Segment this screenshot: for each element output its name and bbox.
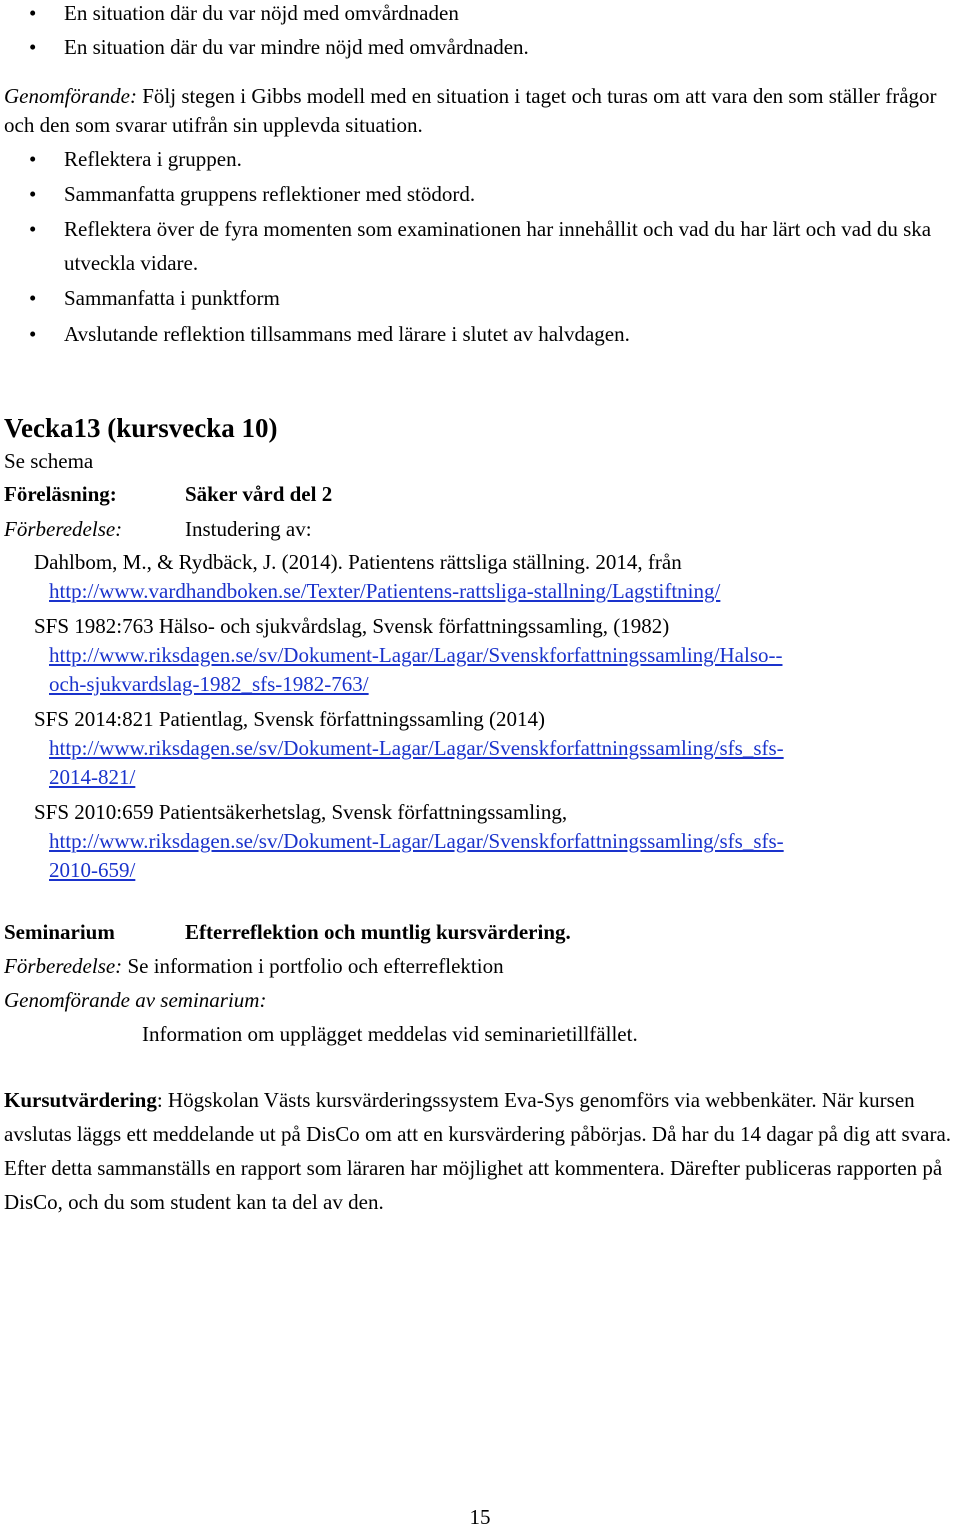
seminar-info: Information om upplägget meddelas vid seminarietillfället. — [142, 1022, 638, 1046]
lecture-row — [4, 476, 960, 512]
reference-link[interactable]: http://www.riksdagen.se/sv/Dokument-Lagar/Lagar/Svenskforfattningssamling/Halso-- — [49, 643, 783, 667]
reference-text: Dahlbom, M., & Rydbäck, J. (2014). Patientens rättsliga ställning. 2014, från — [34, 550, 682, 574]
lecture-label: Föreläsning: — [4, 482, 117, 506]
reference-item — [34, 705, 960, 792]
document-page — [4, 0, 960, 1219]
reference-link[interactable]: http://www.vardhandboken.se/Texter/Patientens-rattsliga-stallning/Lagstiftning/ — [49, 579, 721, 603]
seminar-label: Seminarium — [4, 920, 115, 944]
bullet-list-top — [4, 0, 960, 64]
reference-item — [34, 548, 960, 606]
reference-text: SFS 2010:659 Patientsäkerhetslag, Svensk författningssamling, — [34, 800, 568, 824]
seminar-prep-label: Förberedelse: — [4, 954, 123, 978]
prep-row — [4, 512, 960, 546]
seminar-row — [4, 915, 960, 949]
reference-link-continued[interactable]: 2014-821/ — [49, 765, 136, 789]
genomforande-text: Följ stegen i Gibbs modell med en situation i taget och turas om att vara den som ställer frågor och den som svarar utifrån sin upplevda situation. — [4, 84, 937, 137]
lecture-title: Säker vård del 2 — [185, 482, 333, 506]
seminar-title: Efterreflektion och muntlig kursvärdering. — [185, 920, 571, 944]
list-item: • Sammanfatta i punktform — [4, 280, 960, 316]
reference-link-continued[interactable]: och-sjukvardslag-1982_sfs-1982-763/ — [49, 672, 369, 696]
reference-text: SFS 2014:821 Patientlag, Svensk författningssamling (2014) — [34, 707, 545, 731]
week-heading: Vecka13 (kursvecka 10) — [4, 413, 278, 443]
evaluation-text: : Högskolan Västs kursvärderingssystem Eva-Sys genomförs via webbenkäter. När kursen avslutas läggs ett meddelande ut på DisCo om att en kursvärdering påbörjas. Då har du 14 dagar på dig att svara. Efter detta sammanställs en rapport som läraren har möjlighet att kommentera. Därefter publiceras rapporten på DisCo, och du som student kan ta del av den. — [4, 1088, 952, 1214]
reference-item — [34, 798, 960, 885]
reference-link[interactable]: http://www.riksdagen.se/sv/Dokument-Lagar/Lagar/Svenskforfattningssamling/sfs_sfs- — [49, 829, 784, 853]
seminar-prep-text: Se information i portfolio och efterreflektion — [122, 954, 504, 978]
genomforande-paragraph — [4, 82, 960, 140]
prep-text: Instudering av: — [185, 517, 312, 541]
genomforande-label: Genomförande: — [4, 84, 137, 108]
seminar-genomforande-label: Genomförande av seminarium: — [4, 988, 267, 1012]
reference-text: SFS 1982:763 Hälso- och sjukvårdslag, Svensk författningssamling, (1982) — [34, 614, 670, 638]
list-item: • Reflektera i gruppen. — [4, 142, 960, 176]
reference-link-continued[interactable]: 2010-659/ — [49, 858, 136, 882]
reference-item — [34, 612, 960, 699]
evaluation-paragraph — [4, 1083, 960, 1219]
seminar-prep — [4, 949, 960, 983]
schema-note: Se schema — [4, 449, 94, 473]
list-item: • Reflektera över de fyra momenten som examinationen har innehållit och vad du har lärt och vad du ska utveckla vidare. — [4, 212, 960, 280]
page-number: 15 — [469, 1505, 491, 1529]
bullet-list-mid — [4, 142, 960, 352]
reference-list — [4, 548, 960, 885]
prep-label: Förberedelse: — [4, 517, 123, 541]
evaluation-label: Kursutvärdering — [4, 1088, 157, 1112]
list-item: • En situation där du var nöjd med omvårdnaden — [4, 0, 960, 30]
reference-link[interactable]: http://www.riksdagen.se/sv/Dokument-Lagar/Lagar/Svenskforfattningssamling/sfs_sfs- — [49, 736, 784, 760]
list-item: • Sammanfatta gruppens reflektioner med stödord. — [4, 176, 960, 212]
list-item: • Avslutande reflektion tillsammans med lärare i slutet av halvdagen. — [4, 316, 960, 352]
list-item: • En situation där du var mindre nöjd med omvårdnaden. — [4, 30, 960, 64]
